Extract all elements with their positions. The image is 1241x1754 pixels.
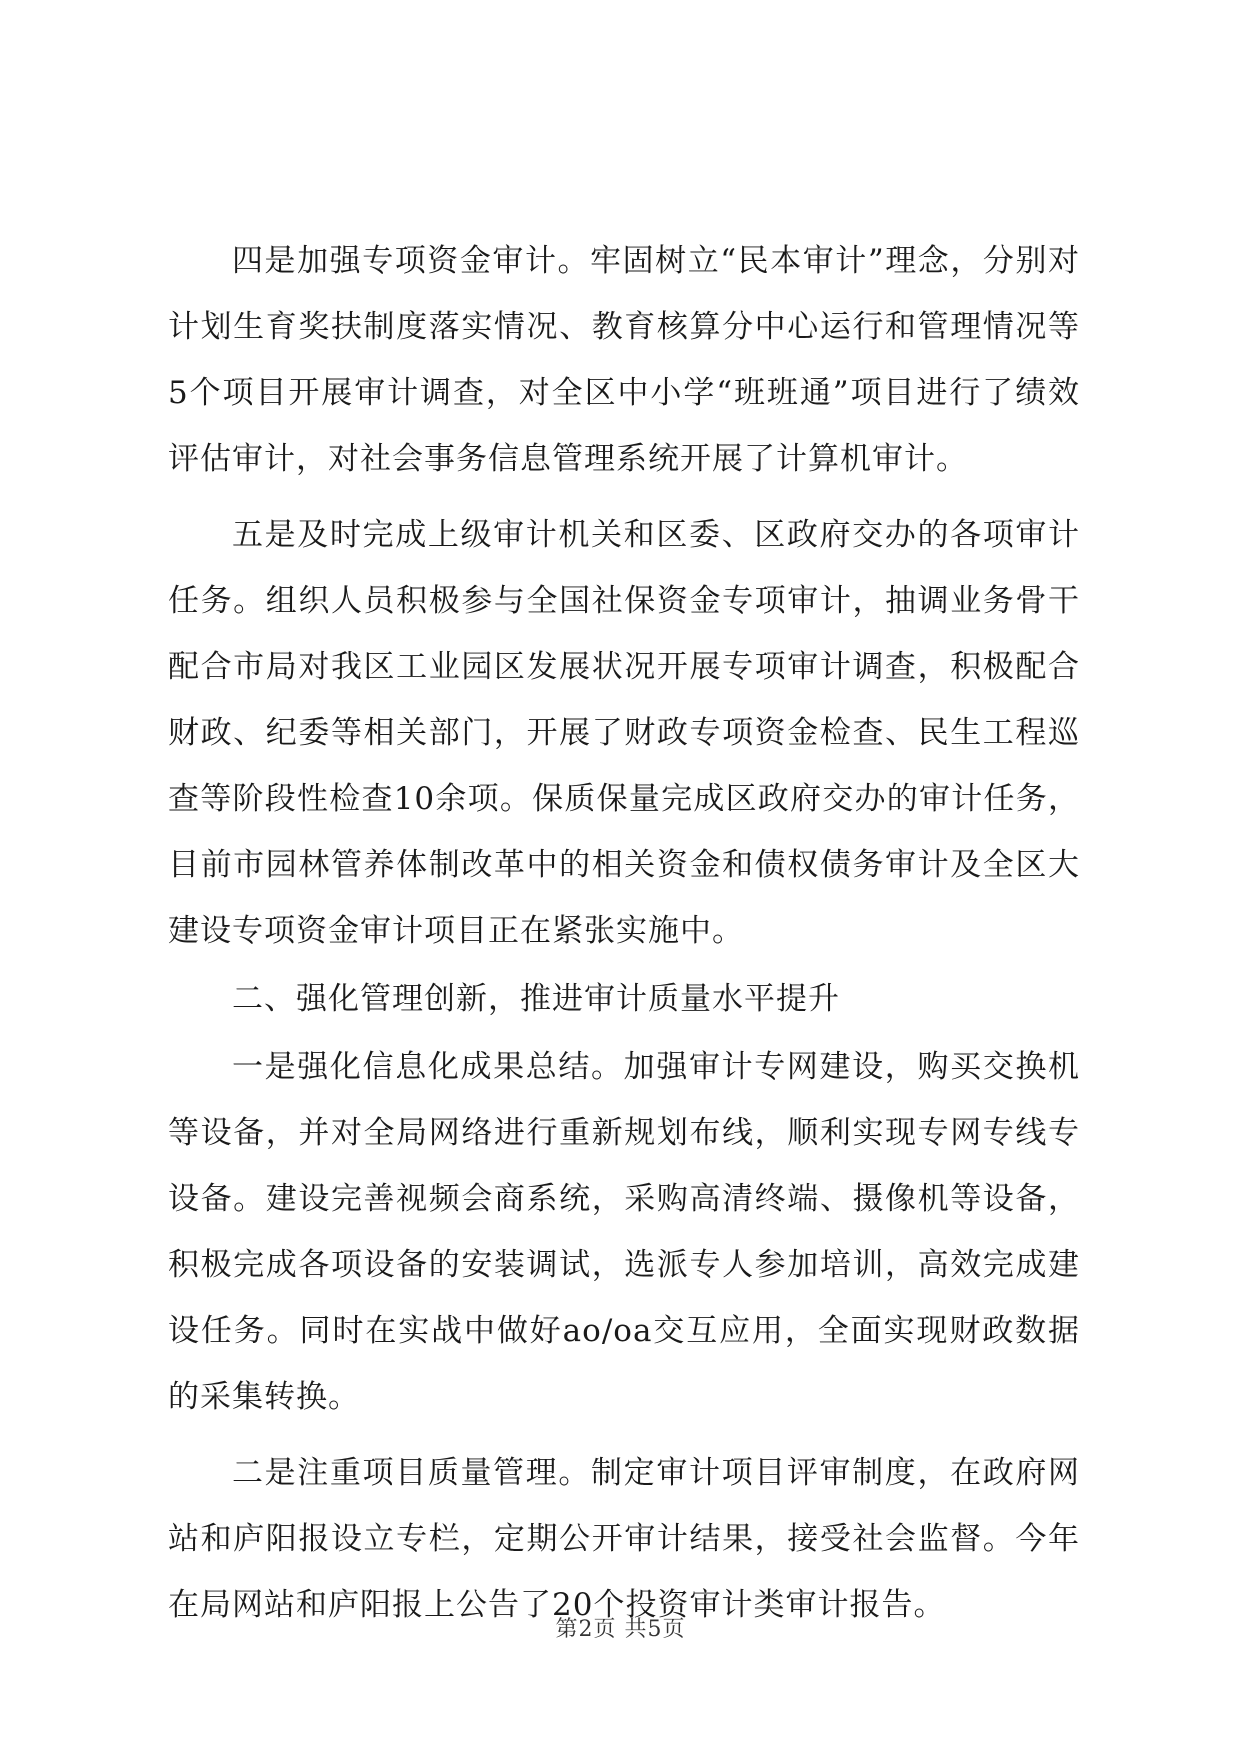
page-footer: 第2页 共5页 — [555, 1617, 686, 1642]
paragraph-special-fund-audit: 四是加强专项资金审计。牢固树立“民本审计”理念，分别对计划生育奖扶制度落实情况、教育核算分中心运行和管理情况等5个项目开展审计调查，对全区中小学“班班通”项目进行了绩效评估审计，对社会事务信息管理系统开展了计算机审计。 — [168, 243, 1080, 477]
paragraph-quality-management: 二是注重项目质量管理。制定审计项目评审制度，在政府网站和庐阳报设立专栏，定期公开审计结果，接受社会监督。今年在局网站和庐阳报上公告了20个投资审计类审计报告。 — [168, 1455, 1080, 1623]
paragraph-superior-tasks: 五是及时完成上级审计机关和区委、区政府交办的各项审计任务。组织人员积极参与全国社保资金专项审计，抽调业务骨干配合市局对我区工业园区发展状况开展专项审计调查，积极配合财政、纪委等相关部门，开展了财政专项资金检查、民生工程巡查等阶段性检查10余项。保质保量完成区政府交办的审计任务，目前市园林管养体制改革中的相关资金和债权债务审计及全区大建设专项资金审计项目正在紧张实施中。 — [168, 517, 1080, 949]
paragraph-informatization: 一是强化信息化成果总结。加强审计专网建设，购买交换机等设备，并对全局网络进行重新规划布线，顺利实现专网专线专设备。建设完善视频会商系统，采购高清终端、摄像机等设备，积极完成各项设备的安装调试，选派专人参加培训，高效完成建设任务。同时在实战中做好ao/oa交互应用，全面实现财政数据的采集转换。 — [168, 1049, 1080, 1415]
document-body — [168, 228, 1080, 1638]
section-heading-management-innovation: 二、强化管理创新，推进审计质量水平提升 — [232, 981, 840, 1017]
